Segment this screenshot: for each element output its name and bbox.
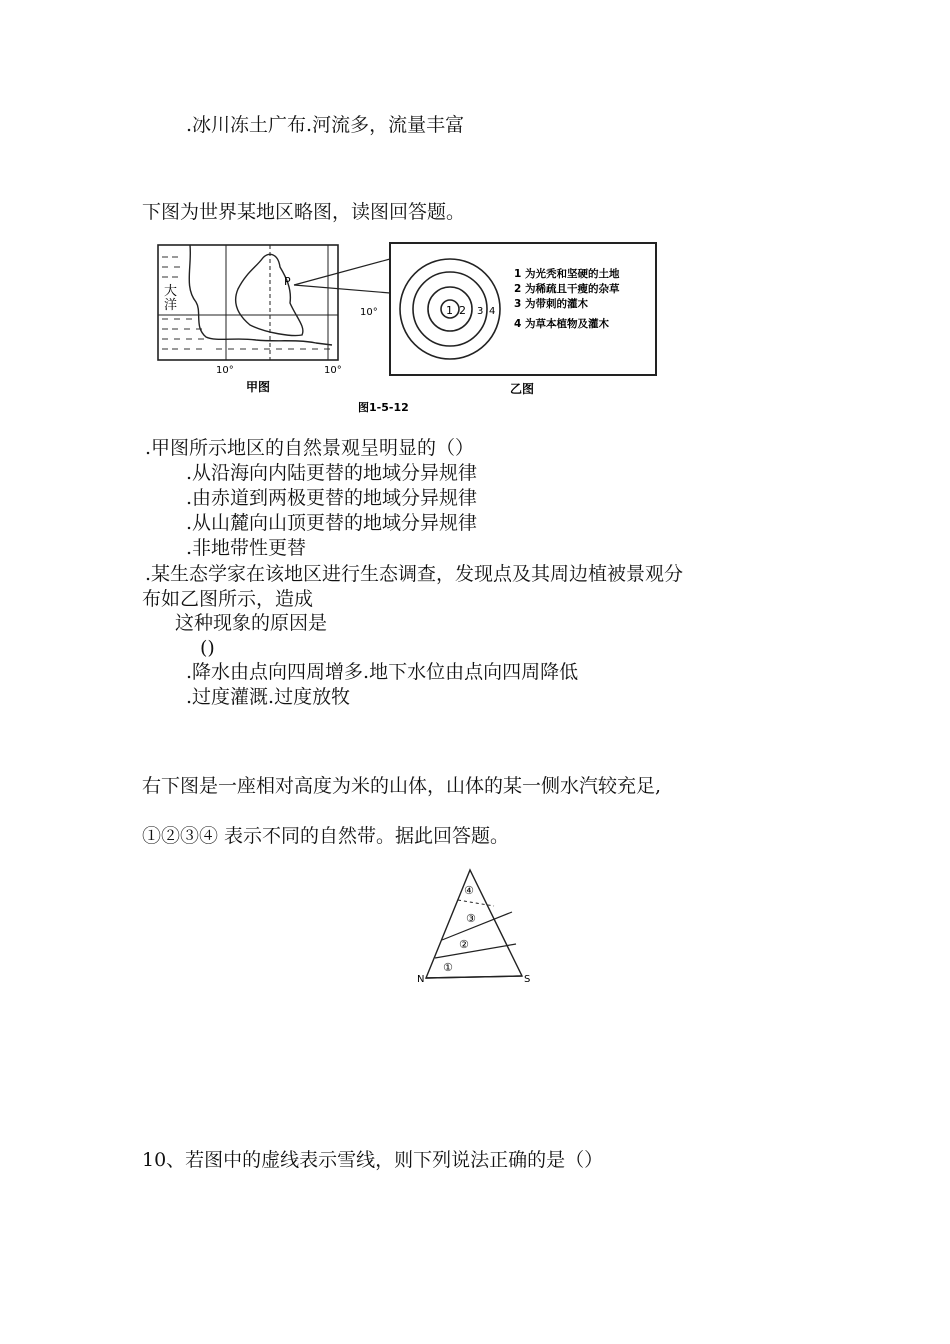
question-intro-map: 下图为世界某地区略图，读图回答题。 <box>142 201 466 223</box>
ring-inset-panel <box>390 243 656 375</box>
south-label: S <box>524 974 531 985</box>
longitude-label-right: 10° <box>324 365 342 376</box>
ring-label-4: 4 <box>489 306 496 317</box>
option-b: .由赤道到两极更替的地域分异规律 <box>186 487 478 509</box>
line-glacier-option: .冰川冻土广布.河流多，流量丰富 <box>186 114 465 136</box>
legend-item-3: 3 为带刺的灌木 <box>514 298 588 310</box>
zone-label-2: ② <box>459 938 469 951</box>
point-p-label: P <box>284 275 291 288</box>
map-panel <box>158 245 378 394</box>
ring-label-3: 3 <box>477 306 484 317</box>
figure-number: 图1-5-12 <box>358 401 409 414</box>
ring-label-2: 2 <box>459 304 466 317</box>
ocean-label-1: 大 <box>164 284 178 299</box>
legend-item-1: 1 为光秃和坚硬的土地 <box>514 268 620 280</box>
inset-caption: 乙图 <box>510 382 535 396</box>
ring-label-1: 1 <box>446 304 453 317</box>
question-10-stem: 10、若图中的虚线表示雪线，则下列说法正确的是（） <box>142 1149 604 1171</box>
mountain-intro: 右下图是一座相对高度为米的山体，山体的某一侧水汽较充足, <box>142 775 662 797</box>
option-d: .非地带性更替 <box>186 537 307 559</box>
option-c: .从山麓向山顶更替的地域分异规律 <box>186 512 478 534</box>
figure-mountain-zones <box>410 866 540 988</box>
zone-label-1: ① <box>443 961 453 974</box>
question-2-stem: .某生态学家在该地区进行生态调查，发现点及其周边植被景观分 <box>145 563 684 585</box>
question-2-stem-cont: 布如乙图所示，造成 <box>142 588 314 610</box>
zone-label-3: ③ <box>466 912 476 925</box>
north-label: N <box>417 974 425 985</box>
ocean-label-2: 洋 <box>164 298 178 313</box>
latitude-label: 10° <box>360 307 378 318</box>
answer-blank: () <box>200 637 215 659</box>
legend-item-4: 4 为草本植物及灌木 <box>514 318 609 330</box>
question-2-stem-cont-2: 这种现象的原因是 <box>175 612 328 634</box>
zone-label-4: ④ <box>464 884 474 897</box>
option-a: .从沿海向内陆更替的地域分异规律 <box>186 462 478 484</box>
question-1-stem: .甲图所示地区的自然景观呈明显的（） <box>145 437 475 459</box>
legend-item-2: 2 为稀疏且干瘦的杂草 <box>514 283 620 295</box>
longitude-label-left: 10° <box>216 365 234 376</box>
zone-description: ①②③④ 表示不同的自然带。据此回答题。 <box>142 825 510 847</box>
map-caption: 甲图 <box>246 380 271 394</box>
option-rainfall: .降水由点向四周增多.地下水位由点向四周降低 <box>186 661 579 683</box>
figure-map-and-rings <box>146 237 666 419</box>
option-overuse: .过度灌溉.过度放牧 <box>186 686 351 708</box>
